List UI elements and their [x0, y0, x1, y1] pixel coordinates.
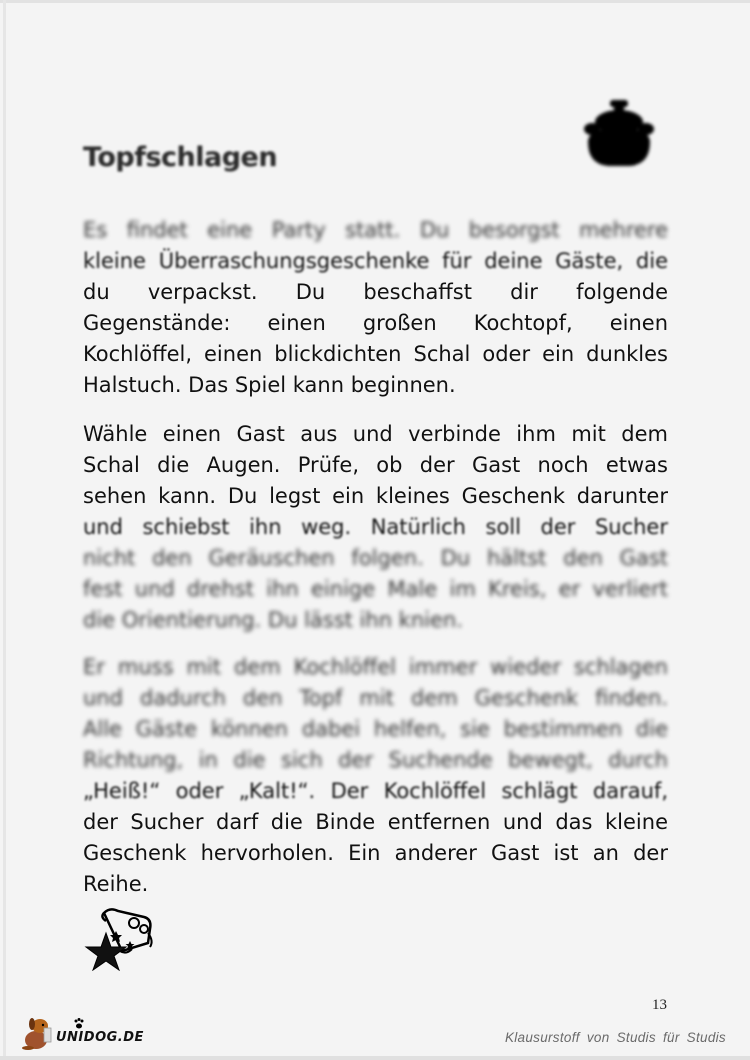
cooking-pot-icon — [578, 98, 660, 170]
page-number: 13 — [652, 997, 667, 1013]
text-line: und schiebst ihn weg. Natürlich soll der Sucher — [83, 515, 668, 539]
text-line: und dadurch den Topf mit dem Geschenk finden. — [83, 686, 668, 710]
text-line: Schal die Augen. Prüfe, ob der Gast noch etwas — [83, 453, 668, 477]
text-line: Gegenstände: einen großen Kochtopf, einen — [83, 311, 668, 335]
text-line: Kochlöffel, einen blickdichten Schal oder ein dunkles — [83, 342, 668, 366]
logo-text: UNIDOG.DE — [56, 1030, 144, 1045]
unidog-logo[interactable] — [18, 1012, 158, 1052]
text-line: du verpackst. Du beschaffst dir folgende — [83, 280, 668, 304]
paw-icon — [74, 1018, 84, 1029]
page-border-bottom — [0, 1056, 750, 1060]
wizard-hat-star-icon — [82, 903, 162, 971]
page-title: Topfschlagen — [83, 142, 278, 173]
text-line: der Sucher darf die Binde entfernen und das kleine — [83, 810, 668, 834]
text-line: Alle Gäste können dabei helfen, sie bestimmen die — [83, 717, 668, 741]
text-line: kleine Überraschungsgeschenke für deine Gäste, die — [83, 249, 668, 273]
paragraph-1 — [83, 215, 668, 401]
page-border-top — [0, 0, 750, 3]
text-line: nicht den Geräuschen folgen. Du hältst den Gast — [83, 546, 668, 570]
text-line: „Heiß!“ oder „Kalt!“. Der Kochlöffel schlägt darauf, — [83, 779, 668, 803]
text-line: Richtung, in die sich der Suchende bewegt, durch — [83, 748, 668, 772]
text-line: Halstuch. Das Spiel kann beginnen. — [83, 373, 456, 397]
text-line: sehen kann. Du legst ein kleines Geschenk darunter — [83, 484, 668, 508]
text-line: die Orientierung. Du lässt ihn knien. — [83, 608, 463, 632]
dog-mascot-icon — [18, 1012, 58, 1052]
text-line: Wähle einen Gast aus und verbinde ihm mit dem — [83, 422, 668, 446]
footer-tagline: Klausurstoff von Studis für Studis — [504, 1030, 726, 1045]
page-border-left — [3, 0, 6, 1060]
text-line: Geschenk hervorholen. Ein anderer Gast ist an der — [83, 841, 668, 865]
text-line: Er muss mit dem Kochlöffel immer wieder schlagen — [83, 655, 668, 679]
text-line: Es findet eine Party statt. Du besorgst mehrere — [83, 218, 668, 242]
text-line: fest und drehst ihn einige Male im Kreis, er verliert — [83, 577, 668, 601]
paragraph-3 — [83, 652, 668, 900]
text-line: Reihe. — [83, 872, 149, 896]
paragraph-2 — [83, 419, 668, 636]
